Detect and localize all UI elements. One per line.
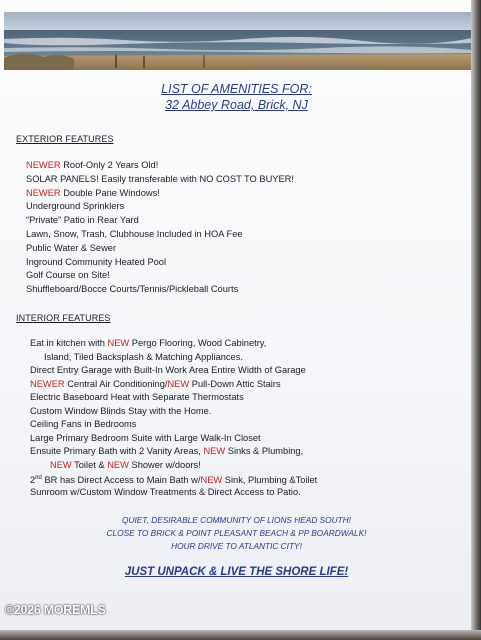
interior-item-text: Sinks & Plumbing, — [225, 446, 304, 456]
exterior-item-text: Golf Course on Site! — [26, 270, 110, 281]
interior-item-text: Pull-Down Attic Stairs — [189, 378, 281, 389]
interior-item-text: Toilet & — [71, 459, 108, 470]
exterior-item-text: Inground Community Heated Pool — [26, 256, 167, 267]
interior-item-text: Sink, Plumbing &Toilet — [222, 475, 318, 486]
interior-feature-list — [30, 337, 317, 499]
new-tag: NEWER — [26, 160, 61, 170]
exterior-item — [26, 256, 294, 270]
interior-item — [30, 351, 317, 365]
interior-item-text: Pergo Flooring, Wood Cabinetry, — [129, 338, 267, 348]
exterior-feature-list — [26, 159, 294, 297]
interior-item-text: Sunroom w/Custom Window Treatments & Direct Access to Patio. — [30, 486, 301, 497]
new-tag: NEW — [200, 475, 223, 486]
interior-item-text: Ensuite Primary Bath with 2 Vanity Areas, — [30, 446, 204, 456]
new-tag: NEW — [107, 338, 130, 348]
exterior-item-text: Public Water & Sewer — [26, 242, 117, 253]
exterior-item — [26, 228, 294, 242]
interior-item — [30, 486, 317, 500]
footer-line-3: HOUR DRIVE TO ATLANTIC CITY! — [171, 541, 302, 551]
exterior-item — [26, 283, 294, 297]
exterior-item-text: Double Pane Windows! — [60, 187, 160, 198]
property-address: 32 Abbey Road, Brick, NJ — [165, 98, 308, 112]
exterior-item — [26, 173, 294, 187]
new-tag: NEWER — [30, 378, 65, 389]
new-tag: NEW — [107, 459, 129, 470]
exterior-item — [26, 214, 294, 228]
exterior-item-text: Roof-Only 2 Years Old! — [60, 160, 159, 170]
exterior-item-text: Shuffleboard/Bocce Courts/Tennis/Pickleball Courts — [26, 284, 239, 295]
interior-item — [30, 364, 317, 378]
new-tag: NEW — [167, 378, 190, 389]
interior-item — [30, 445, 317, 459]
exterior-item-text: Lawn, Snow, Trash, Clubhouse Included in HOA Fee — [26, 228, 243, 239]
interior-item-text: 2 — [30, 475, 36, 486]
interior-heading: INTERIOR FEATURES — [16, 313, 111, 323]
interior-item — [30, 459, 317, 473]
page-title: LIST OF AMENITIES FOR: — [161, 82, 312, 96]
interior-item-text: Island, Tiled Backsplash & Matching Appliances. — [44, 351, 243, 362]
exterior-item — [26, 242, 294, 256]
exterior-item — [26, 269, 294, 283]
interior-item-text: Direct Entry Garage with Built-In Work Area Entire Width of Garage — [30, 365, 306, 375]
ordinal-suffix: nd — [35, 475, 42, 481]
exterior-item — [26, 159, 294, 173]
interior-item-text: Central Air Conditioning/ — [64, 378, 168, 389]
interior-item-text: Custom Window Blinds Stay with the Home. — [30, 405, 212, 416]
exterior-item — [26, 200, 294, 214]
new-tag: NEW — [203, 446, 226, 456]
interior-item — [30, 432, 317, 446]
interior-item-text: Ceiling Fans in Bedrooms — [30, 419, 137, 429]
beach-photo-banner — [4, 12, 472, 70]
footer-line-1: QUIET, DESIRABLE COMMUNITY OF LIONS HEAD SOUTH! — [122, 515, 351, 525]
interior-item — [30, 391, 317, 405]
new-tag: NEW — [50, 459, 72, 470]
bottom-edge-shadow — [0, 630, 481, 640]
interior-item-text: BR has Direct Access to Main Bath w/ — [41, 475, 201, 486]
interior-item-text: Shower w/doors! — [128, 459, 201, 470]
interior-item — [30, 337, 317, 351]
beach-photo — [4, 12, 472, 70]
exterior-item-text: SOLAR PANELS! Easily transferable with NO COST TO BUYER! — [26, 173, 294, 184]
tagline: JUST UNPACK & LIVE THE SHORE LIFE! — [124, 566, 349, 578]
interior-item-text: Electric Baseboard Heat with Separate Thermostats — [30, 392, 244, 402]
interior-item — [30, 378, 317, 392]
copyright-watermark: ©2026 MOREMLS — [5, 603, 106, 617]
new-tag: NEWER — [26, 187, 61, 198]
exterior-item — [26, 187, 294, 201]
exterior-item-text: Underground Sprinklers — [26, 201, 125, 212]
interior-item-text: Eat in kitchen with — [30, 338, 108, 348]
footer-line-2: CLOSE TO BRICK & POINT PLEASANT BEACH & PP BOARDWALK! — [106, 528, 367, 538]
exterior-item-text: “Private” Patio in Rear Yard — [26, 215, 139, 226]
interior-item — [30, 472, 317, 486]
exterior-heading: EXTERIOR FEATURES — [16, 134, 114, 144]
interior-item — [30, 418, 317, 432]
paper-edge-shadow — [471, 0, 481, 640]
interior-item-text: Large Primary Bedroom Suite with Large Walk-In Closet — [30, 432, 261, 443]
interior-item — [30, 405, 317, 419]
